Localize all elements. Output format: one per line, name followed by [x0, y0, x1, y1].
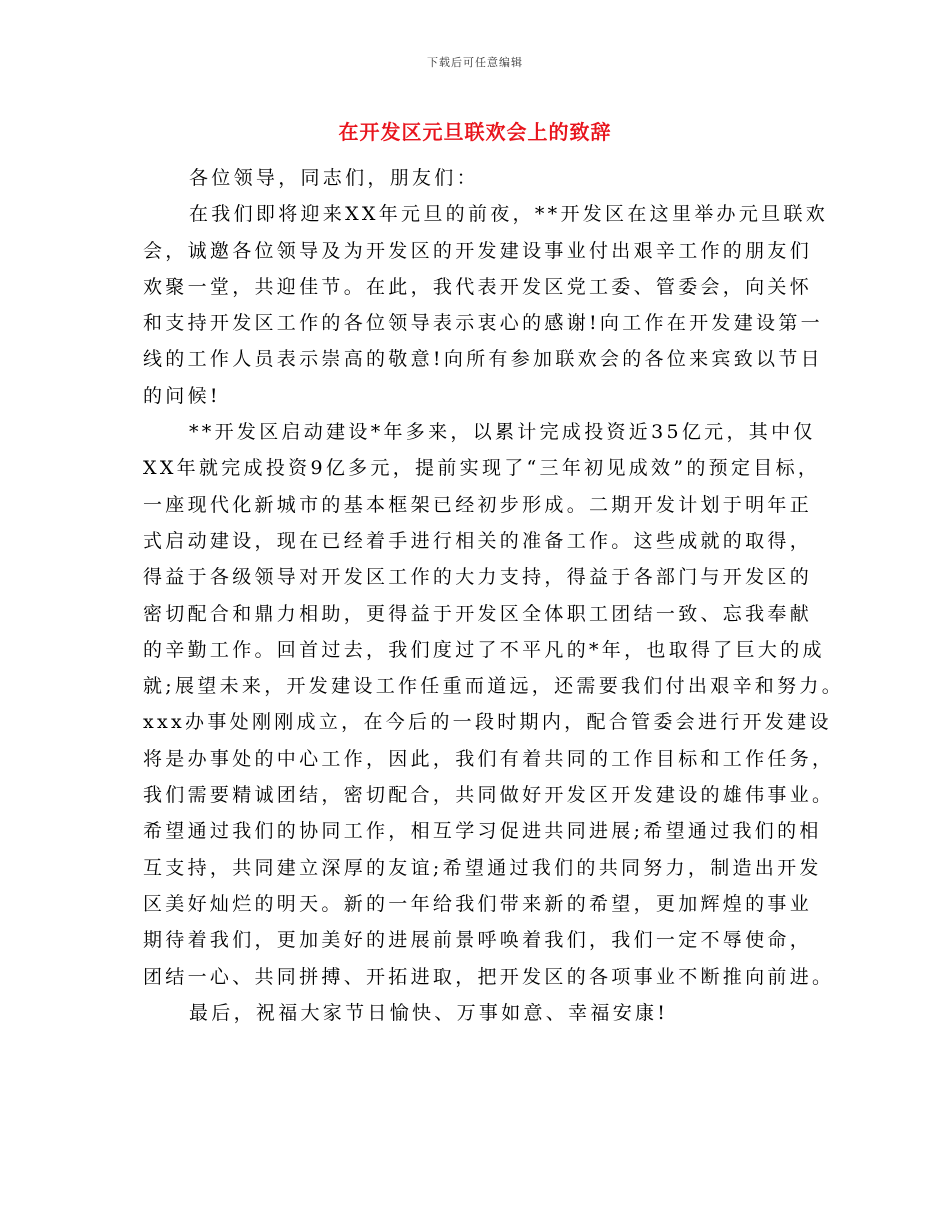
paragraph-line: 线的工作人员表示崇高的敬意!向所有参加联欢会的各位来宾致以节日	[143, 348, 823, 371]
paragraph-line: 的问候!	[143, 384, 221, 407]
paragraph-line: 密切配合和鼎力相助，更得益于开发区全体职工团结一致、忘我奉献	[143, 602, 813, 625]
paragraph-line: 的辛勤工作。回首过去，我们度过了不平凡的*年，也取得了巨大的成	[143, 638, 825, 661]
paragraph-line: 期待着我们，更加美好的进展前景呼唤着我们，我们一定不辱使命，	[143, 929, 813, 952]
header-note: 下载后可任意编辑	[427, 56, 523, 69]
paragraph-line: 会，诚邀各位领导及为开发区的开发建设事业付出艰辛工作的朋友们	[143, 239, 813, 262]
paragraph-line: 最后，祝福大家节日愉快、万事如意、幸福安康!	[189, 1001, 669, 1024]
paragraph-line: 在我们即将迎来XX年元旦的前夜，**开发区在这里举办元旦联欢	[189, 203, 829, 226]
paragraph-line: 式启动建设，现在已经着手进行相关的准备工作。这些成就的取得，	[143, 529, 813, 552]
paragraph-line: 就;展望未来，开发建设工作任重而道远，还需要我们付出艰辛和努力。	[143, 675, 845, 698]
paragraph-1	[143, 196, 829, 414]
paragraph-line: xxx办事处刚刚成立，在今后的一段时期内，配合管委会进行开发建设	[143, 711, 832, 734]
paragraph-line: 一座现代化新城市的基本框架已经初步形成。二期开发计划于明年正	[143, 493, 813, 516]
paragraph-3	[143, 995, 813, 1031]
paragraph-line: 团结一心、共同拼搏、开拓进取，把开发区的各项事业不断推向前进。	[143, 965, 835, 988]
paragraph-line: 和支持开发区工作的各位领导表示衷心的感谢!向工作在开发建设第一	[143, 312, 823, 335]
salutation	[143, 160, 813, 196]
paragraph-line: **开发区启动建设*年多来，以累计完成投资近35亿元，其中仅	[189, 421, 816, 444]
salutation-line: 各位领导，同志们，朋友们：	[189, 167, 479, 189]
paragraph-line: 将是办事处的中心工作，因此，我们有着共同的工作目标和工作任务，	[143, 747, 835, 770]
paragraph-line: XX年就完成投资9亿多元，提前实现了“三年初见成效”的预定目标，	[143, 457, 821, 480]
paragraph-line: 希望通过我们的协同工作，相互学习促进共同进展;希望通过我们的相	[143, 820, 822, 843]
paragraph-2	[143, 414, 845, 995]
paragraph-line: 欢聚一堂，共迎佳节。在此，我代表开发区党工委、管委会，向关怀	[143, 275, 813, 298]
page-title: 在开发区元旦联欢会上的致辞	[338, 120, 612, 144]
paragraph-line: 区美好灿烂的明天。新的一年给我们带来新的希望，更加辉煌的事业	[143, 892, 813, 915]
paragraph-line: 我们需要精诚团结，密切配合，共同做好开发区开发建设的雄伟事业。	[143, 784, 835, 807]
document-body	[143, 160, 845, 1031]
paragraph-line: 互支持，共同建立深厚的友谊;希望通过我们的共同努力，制造出开发	[143, 856, 822, 879]
paragraph-line: 得益于各级领导对开发区工作的大力支持，得益于各部门与开发区的	[143, 566, 813, 589]
